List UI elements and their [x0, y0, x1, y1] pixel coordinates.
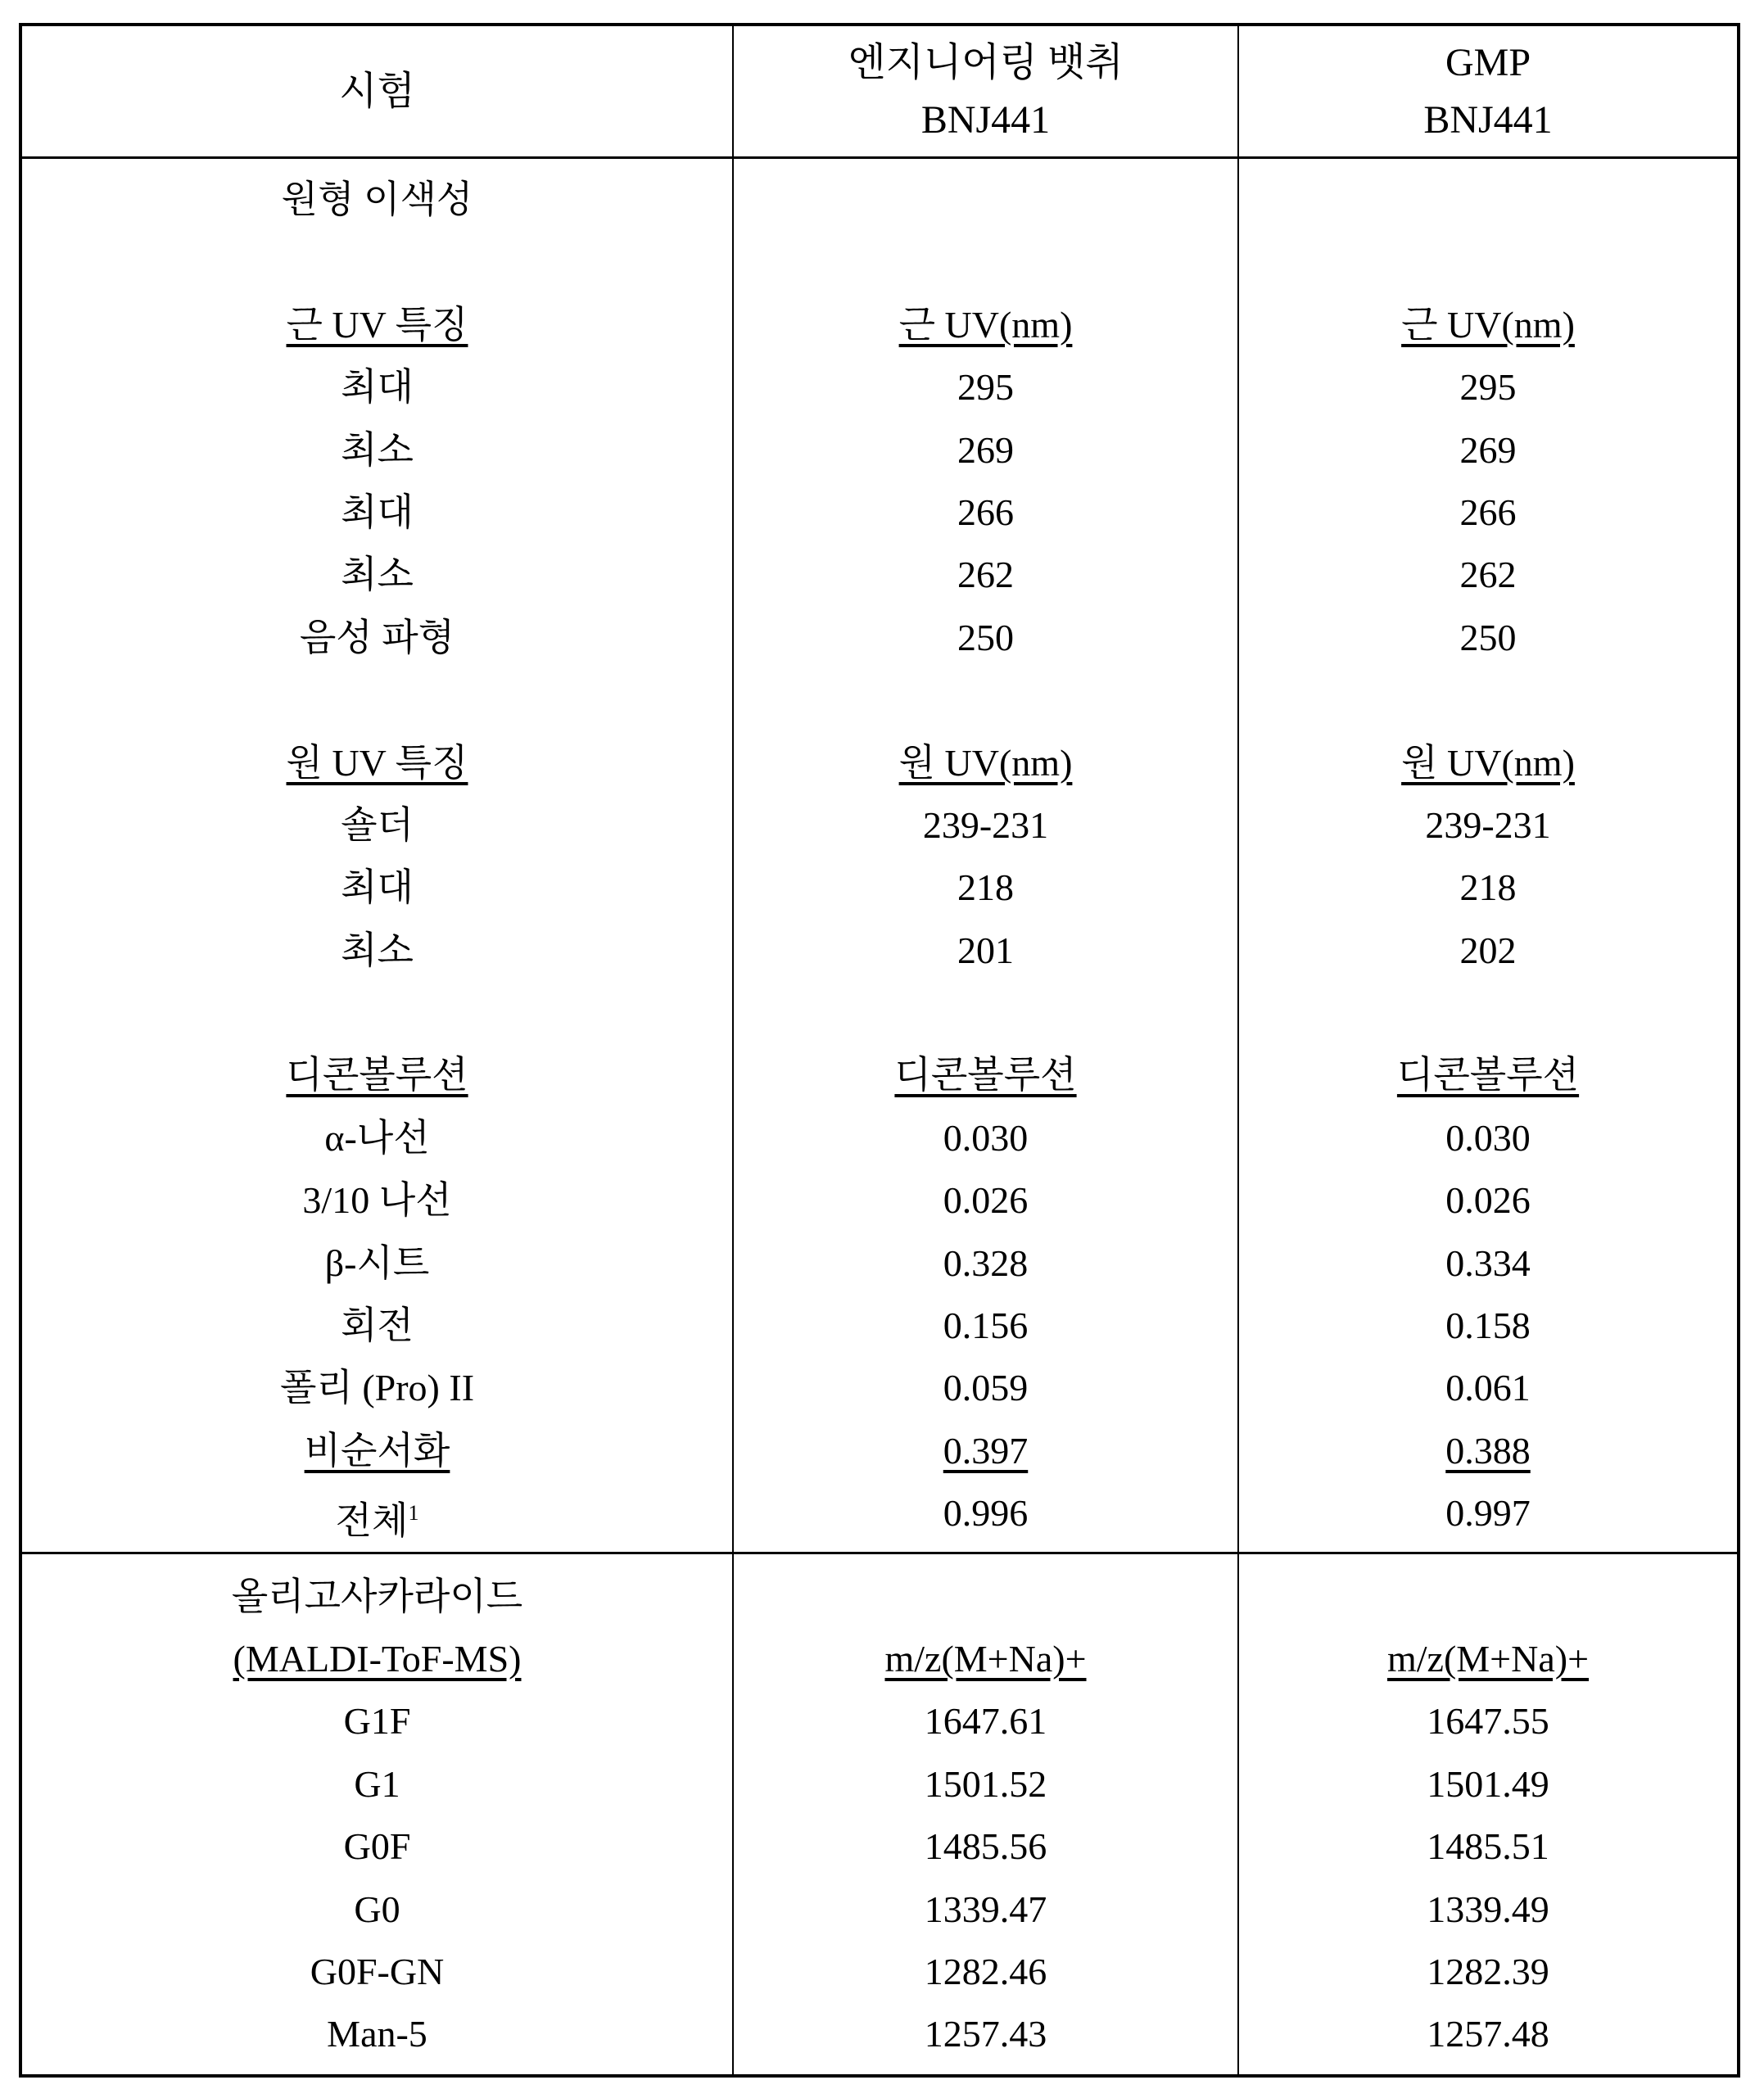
row-value: 1257.43	[925, 2013, 1047, 2055]
row-value: 239-231	[923, 804, 1048, 846]
row-value: 0.334	[1445, 1242, 1531, 1284]
table-cell	[734, 482, 1237, 544]
row-value: 1339.49	[1427, 1888, 1549, 1930]
table-cell	[734, 1169, 1237, 1232]
table-cell	[1239, 2003, 1737, 2065]
row-value: 262	[957, 554, 1014, 595]
row-label: 근 UV 특징	[287, 304, 468, 346]
table-cell	[22, 732, 732, 794]
table-cell	[22, 1232, 732, 1295]
table-cell	[1239, 607, 1737, 669]
row-label: α-나선	[324, 1117, 429, 1159]
row-label: 최소	[341, 429, 414, 471]
row-value: 0.997	[1445, 1492, 1531, 1534]
row-value: 201	[957, 929, 1014, 971]
table-cell	[1239, 1044, 1737, 1106]
table-cell	[734, 1941, 1237, 2003]
table-cell	[734, 356, 1237, 418]
row-value: 1647.61	[925, 1700, 1047, 1742]
row-value: 202	[1460, 929, 1517, 971]
table-cell	[1239, 1628, 1737, 1690]
row-label: G0	[354, 1888, 400, 1930]
row-value: 0.388	[1445, 1430, 1531, 1472]
table-cell	[734, 2003, 1237, 2065]
table-cell	[22, 294, 732, 356]
row-label: 최대	[341, 491, 414, 533]
row-label: β-시트	[325, 1242, 430, 1284]
row-label: 폴리 (Pro) II	[280, 1367, 474, 1408]
row-label: 전체	[336, 1500, 409, 1542]
table-cell	[22, 1482, 732, 1544]
row-label: G0F-GN	[310, 1951, 445, 1992]
table-cell	[1239, 732, 1737, 794]
table-cell	[22, 1044, 732, 1106]
row-label: 원형 이색성	[282, 179, 473, 220]
table-cell	[734, 982, 1237, 1044]
table-cell	[1239, 294, 1737, 356]
gmp-column	[1239, 1554, 1737, 2074]
row-value: 295	[957, 366, 1014, 408]
table-cell	[22, 1879, 732, 1941]
table-header	[22, 26, 1737, 156]
row-value: 1257.48	[1427, 2013, 1549, 2055]
table-cell	[22, 1357, 732, 1419]
results-table	[19, 23, 1740, 2078]
table-cell	[22, 356, 732, 418]
table-cell	[734, 732, 1237, 794]
table-cell	[734, 1357, 1237, 1419]
table-cell	[734, 1295, 1237, 1357]
row-label: 원 UV 특징	[287, 742, 468, 784]
row-label: 최대	[341, 366, 414, 408]
table-cell	[22, 1628, 732, 1690]
table-cell	[1239, 1753, 1737, 1815]
row-value: 0.026	[1445, 1179, 1531, 1221]
row-label: 최소	[341, 554, 414, 595]
row-value: 266	[957, 491, 1014, 533]
row-value: 0.156	[943, 1304, 1029, 1346]
table-cell	[734, 920, 1237, 982]
row-value: 1501.52	[925, 1763, 1047, 1805]
table-cell	[734, 857, 1237, 919]
table-cell	[734, 1232, 1237, 1295]
table-cell	[22, 857, 732, 919]
table-cell	[22, 1420, 732, 1482]
table-cell	[22, 1169, 732, 1232]
table-cell	[734, 419, 1237, 482]
table-cell	[22, 669, 732, 731]
row-label: 숄더	[341, 804, 414, 846]
table-cell	[734, 669, 1237, 731]
row-label: 최소	[341, 929, 414, 971]
section-oligosaccharide	[22, 1552, 1737, 2074]
row-value: 1647.55	[1427, 1700, 1549, 1742]
row-label: 최대	[341, 866, 414, 908]
row-value: 0.397	[943, 1430, 1029, 1472]
row-value: m/z(M+Na)+	[884, 1638, 1086, 1680]
table-cell	[1239, 356, 1737, 418]
section-circular-dichroism	[22, 156, 1737, 1552]
test-column	[22, 159, 734, 1552]
row-value: 295	[1460, 366, 1517, 408]
table-cell	[22, 920, 732, 982]
table-cell	[734, 1044, 1237, 1106]
row-value: 0.030	[1445, 1117, 1531, 1159]
row-label: 비순서화	[305, 1430, 450, 1472]
table-cell	[734, 1420, 1237, 1482]
header-gmp-line2: BNJ441	[1239, 92, 1737, 149]
row-value: 1282.46	[925, 1951, 1047, 1992]
table-cell	[1239, 1357, 1737, 1419]
row-label: G1	[354, 1763, 400, 1805]
table-cell	[1239, 1941, 1737, 2003]
table-cell	[1239, 231, 1737, 293]
table-cell	[1239, 1566, 1737, 1628]
row-label: (MALDI-ToF-MS)	[233, 1638, 522, 1680]
table-cell	[734, 1482, 1237, 1544]
table-cell	[1239, 169, 1737, 231]
row-value: 0.996	[943, 1492, 1029, 1534]
row-value: 1485.56	[925, 1825, 1047, 1867]
table-cell	[1239, 794, 1737, 857]
row-value: 250	[957, 617, 1014, 658]
row-value: 1485.51	[1427, 1825, 1549, 1867]
row-label: 음성 파형	[300, 617, 455, 658]
table-cell	[1239, 1482, 1737, 1544]
table-cell	[734, 794, 1237, 857]
row-value: 218	[957, 866, 1014, 908]
row-label: 회전	[341, 1304, 414, 1346]
row-value: 1282.39	[1427, 1951, 1549, 1992]
row-value: 250	[1460, 617, 1517, 658]
table-cell	[734, 1690, 1237, 1752]
row-value: 269	[1460, 429, 1517, 471]
table-cell	[1239, 1815, 1737, 1878]
header-engineering-line1: 엔지니어링 뱃취	[734, 34, 1237, 92]
row-value: 디콘볼루션	[1397, 1054, 1579, 1096]
table-cell	[1239, 669, 1737, 731]
table-cell	[22, 1295, 732, 1357]
table-cell	[1239, 1169, 1737, 1232]
header-test	[22, 26, 734, 156]
table-cell	[22, 544, 732, 606]
test-column	[22, 1554, 734, 2074]
table-cell	[22, 1566, 732, 1628]
gmp-column	[1239, 159, 1737, 1552]
table-cell	[22, 169, 732, 231]
table-cell	[734, 1753, 1237, 1815]
header-gmp	[1239, 26, 1737, 156]
row-label: Man-5	[327, 2013, 427, 2055]
table-cell	[22, 231, 732, 293]
table-cell	[1239, 1295, 1737, 1357]
table-cell	[22, 2003, 732, 2065]
table-cell	[22, 1941, 732, 2003]
table-cell	[1239, 920, 1737, 982]
table-cell	[22, 1690, 732, 1752]
table-cell	[734, 1815, 1237, 1878]
row-label: G1F	[344, 1700, 411, 1742]
row-value: 262	[1460, 554, 1517, 595]
row-value: 0.059	[943, 1367, 1029, 1408]
table-cell	[734, 1879, 1237, 1941]
table-cell	[734, 1628, 1237, 1690]
row-value: 원 UV(nm)	[899, 742, 1073, 784]
row-value: 266	[1460, 491, 1517, 533]
table-cell	[734, 1566, 1237, 1628]
row-value: 근 UV(nm)	[899, 304, 1073, 346]
table-cell	[734, 294, 1237, 356]
row-value: 269	[957, 429, 1014, 471]
header-engineering	[734, 26, 1239, 156]
table-cell	[1239, 1690, 1737, 1752]
table-cell	[1239, 1879, 1737, 1941]
table-cell	[734, 169, 1237, 231]
row-label: G0F	[344, 1825, 411, 1867]
header-test-label: 시험	[22, 63, 732, 120]
row-value: 0.026	[943, 1179, 1029, 1221]
table-cell	[22, 1107, 732, 1169]
row-label: 올리고사카라이드	[232, 1576, 523, 1617]
row-value: 디콘볼루션	[894, 1054, 1076, 1096]
table-cell	[22, 607, 732, 669]
row-value: 0.030	[943, 1117, 1029, 1159]
table-cell	[734, 1107, 1237, 1169]
row-value: 0.061	[1445, 1367, 1531, 1408]
row-value: 근 UV(nm)	[1401, 304, 1575, 346]
table-cell	[22, 419, 732, 482]
engineering-column	[734, 159, 1239, 1552]
header-engineering-line2: BNJ441	[734, 92, 1237, 149]
table-cell	[1239, 982, 1737, 1044]
row-label: 디콘볼루션	[286, 1054, 468, 1096]
table-cell	[734, 231, 1237, 293]
table-cell	[734, 607, 1237, 669]
table-cell	[1239, 857, 1737, 919]
header-gmp-line1: GMP	[1239, 34, 1737, 92]
engineering-column	[734, 1554, 1239, 2074]
table-cell	[734, 544, 1237, 606]
table-cell	[22, 794, 732, 857]
table-cell	[22, 1753, 732, 1815]
table-cell	[22, 1815, 732, 1878]
footnote-marker: 1	[408, 1501, 418, 1525]
row-value: 0.328	[943, 1242, 1029, 1284]
table-cell	[22, 482, 732, 544]
table-cell	[1239, 544, 1737, 606]
table-cell	[1239, 482, 1737, 544]
table-cell	[1239, 419, 1737, 482]
row-value: 1339.47	[925, 1888, 1047, 1930]
row-value: 239-231	[1425, 804, 1550, 846]
row-value: 0.158	[1445, 1304, 1531, 1346]
table-cell	[1239, 1107, 1737, 1169]
row-value: 218	[1460, 866, 1517, 908]
row-label: 3/10 나선	[302, 1179, 451, 1221]
table-cell	[22, 982, 732, 1044]
row-value: m/z(M+Na)+	[1387, 1638, 1589, 1680]
row-value: 원 UV(nm)	[1401, 742, 1575, 784]
table-cell	[1239, 1420, 1737, 1482]
row-value: 1501.49	[1427, 1763, 1549, 1805]
table-cell	[1239, 1232, 1737, 1295]
